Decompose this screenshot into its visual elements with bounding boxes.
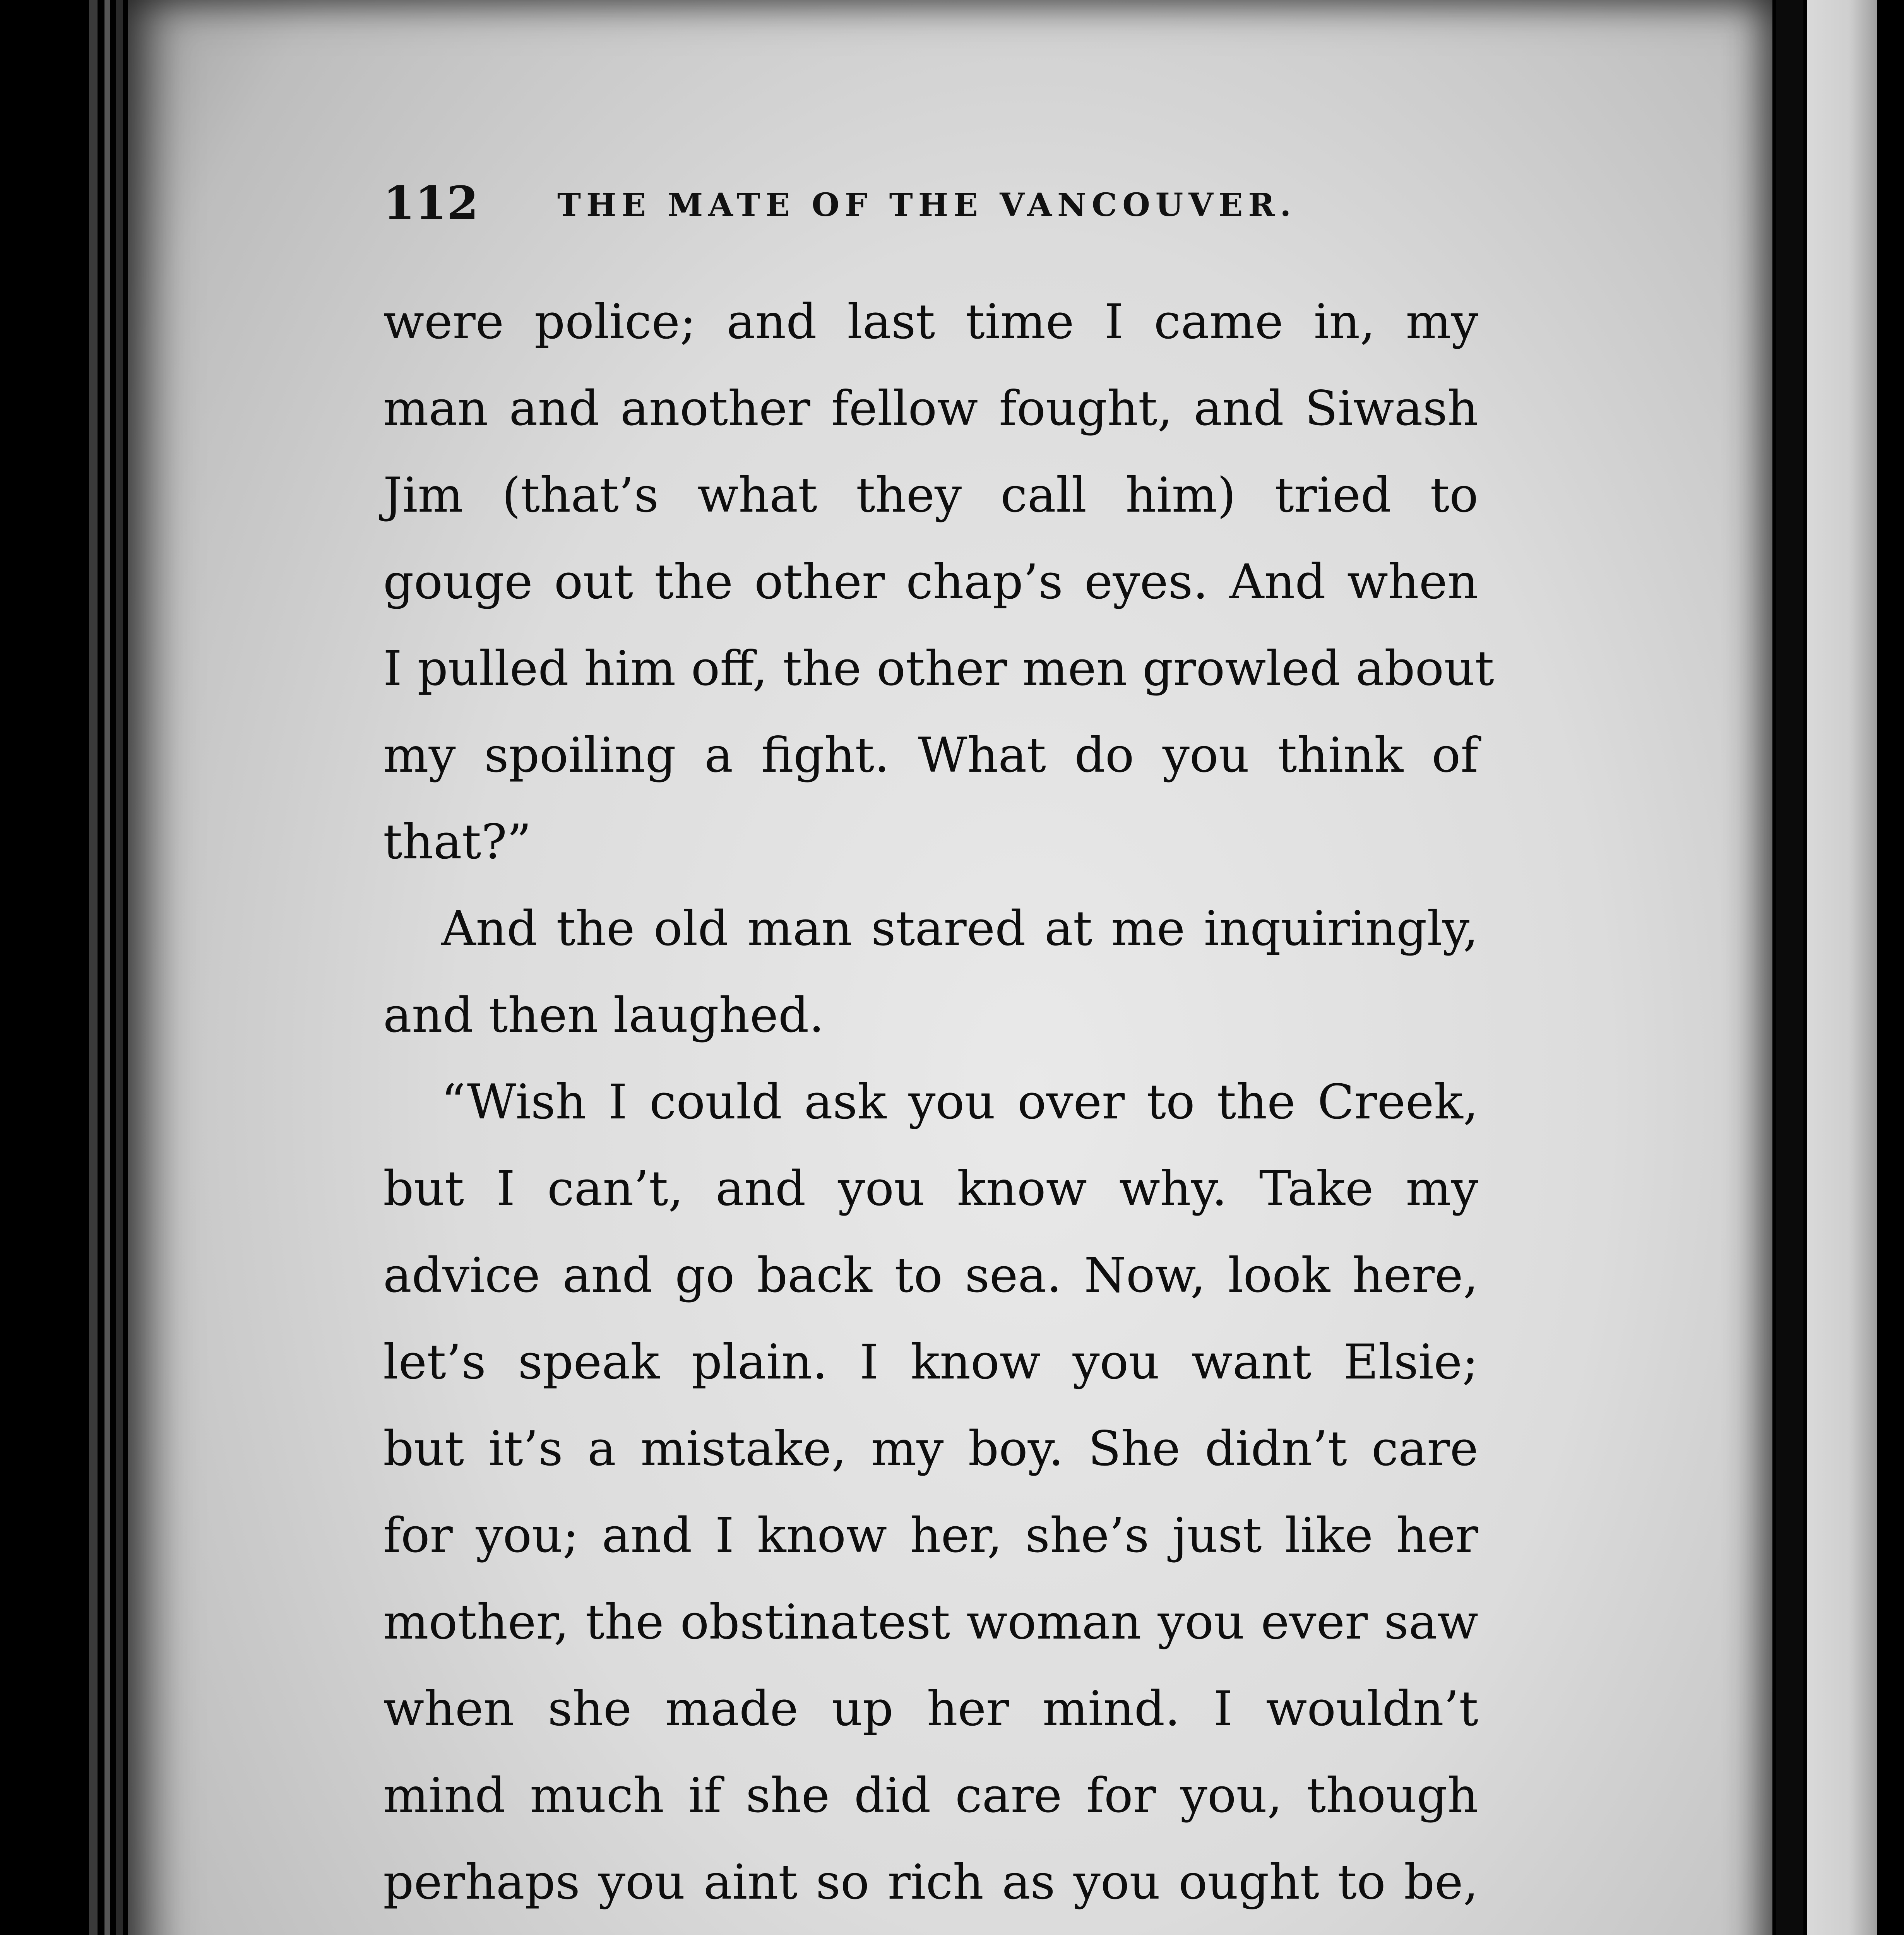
text-line: I pulled him off, the other men growled about (383, 641, 1494, 697)
running-title: THE MATE OF THE VANCOUVER. (557, 187, 1297, 224)
page-header (383, 176, 1505, 230)
text-line (383, 1926, 1478, 1935)
text-line: were police; and last time I came in, my (383, 294, 1478, 350)
binding-edge (89, 0, 98, 1935)
text-line: let’s speak plain. I know you want Elsie; (383, 1334, 1478, 1390)
text-line: gouge out the other chap’s eyes. And when (383, 554, 1478, 610)
text-line: mother, the obstinatest woman you ever saw (383, 1594, 1478, 1650)
page-gutter-edge (1776, 0, 1803, 1935)
text-line: And the old man stared at me inquiringly, (441, 901, 1478, 957)
binding-edge (116, 0, 123, 1935)
next-page-edge (1807, 0, 1877, 1935)
page-number: 112 (383, 176, 479, 230)
text-line: advice and go back to sea. Now, look here, (383, 1248, 1478, 1303)
text-line: but it’s a mistake, my boy. She didn’t care (383, 1421, 1478, 1477)
text-line: “Wish I could ask you over to the Creek, (441, 1074, 1478, 1130)
text-line: that?” (383, 814, 532, 870)
text-line: when she made up her mind. I wouldn’t (383, 1681, 1478, 1737)
binding-edge (104, 0, 110, 1935)
text-line: for you; and I know her, she’s just like her (383, 1508, 1478, 1563)
text-line: and then laughed. (383, 988, 824, 1043)
text-line: mind much if she did care for you, though (383, 1768, 1478, 1824)
text-line: but I can’t, and you know why. Take my (383, 1161, 1478, 1217)
text-line: Jim (that’s what they call him) tried to (383, 467, 1478, 523)
text-line: man and another fellow fought, and Siwash (383, 381, 1478, 437)
text-line: my spoiling a fight. What do you think of (383, 728, 1478, 783)
text-line: perhaps you aint so rich as you ought to be, (383, 1855, 1478, 1910)
page-body (383, 279, 1494, 1935)
